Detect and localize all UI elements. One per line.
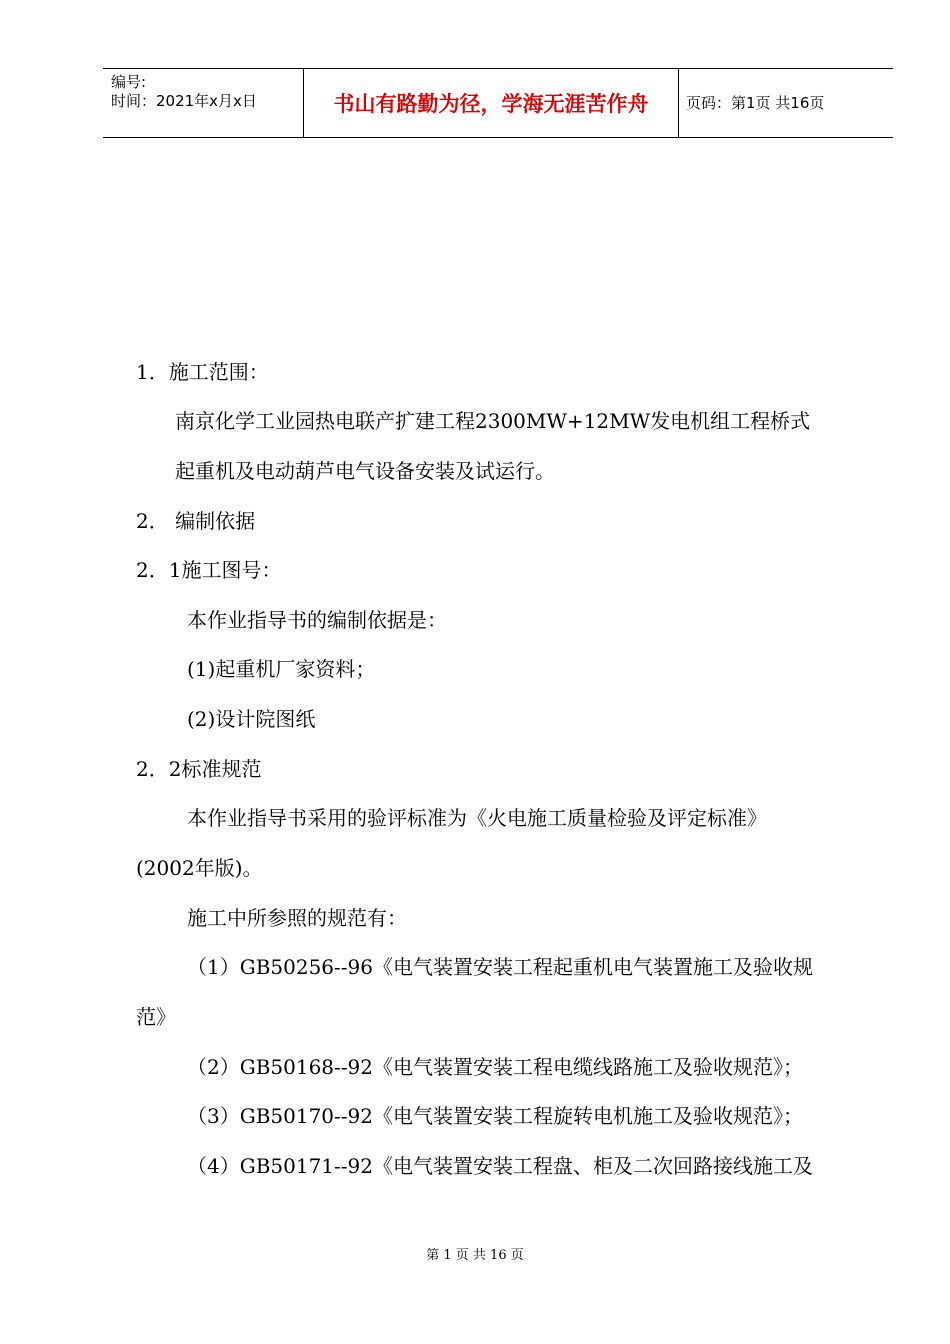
- reference-item-1-line-2: 范》: [136, 1005, 176, 1029]
- header-meta-cell: [103, 69, 303, 137]
- reference-item-3: （3）GB50170--92《电气装置安装工程旋转电机施工及验收规范》；: [187, 1104, 803, 1128]
- section-2-2-heading: 2．2标准规范: [136, 757, 262, 781]
- section-2-1-heading: 2．1施工图号：: [136, 558, 282, 582]
- section-1-heading: 1．施工范围：: [136, 360, 269, 384]
- standard-paragraph-line-2: (2002年版)。: [136, 856, 263, 880]
- reference-item-1-line-1: （1）GB50256--96《电气装置安装工程起重机电气装置施工及验收规: [187, 955, 813, 979]
- page-footer: 第 1 页 共 16 页: [426, 1248, 524, 1263]
- header-motto: 书山有路勤为径，学海无涯苦作舟: [333, 92, 649, 116]
- standard-paragraph-line-1: 本作业指导书采用的验评标准为《火电施工质量检验及评定标准》: [187, 806, 767, 830]
- page-header-table: [103, 68, 893, 138]
- scope-paragraph-line-2: 起重机及电动葫芦电气设备安装及试运行。: [175, 459, 555, 483]
- reference-item-4: （4）GB50171--92《电气装置安装工程盘、柜及二次回路接线施工及: [187, 1154, 813, 1178]
- reference-item-2: （2）GB50168--92《电气装置安装工程电缆线路施工及验收规范》；: [187, 1055, 803, 1079]
- section-2-heading: 2． 编制依据: [136, 509, 256, 533]
- document-number-label: 编号:: [111, 73, 147, 91]
- basis-intro-paragraph: 本作业指导书的编制依据是：: [187, 608, 447, 632]
- header-motto-cell: [303, 69, 679, 137]
- basis-item-2: (2)设计院图纸: [187, 707, 316, 731]
- basis-item-1: (1)起重机厂家资料；: [187, 657, 376, 681]
- references-intro: 施工中所参照的规范有：: [187, 906, 407, 930]
- document-time-label: 时间：2021年x月x日: [111, 92, 257, 110]
- header-page-info: 页码：第1页 共16页: [686, 94, 825, 112]
- header-page-cell: [678, 69, 893, 137]
- scope-paragraph-line-1: 南京化学工业园热电联产扩建工程2300MW+12MW发电机组工程桥式: [175, 409, 811, 433]
